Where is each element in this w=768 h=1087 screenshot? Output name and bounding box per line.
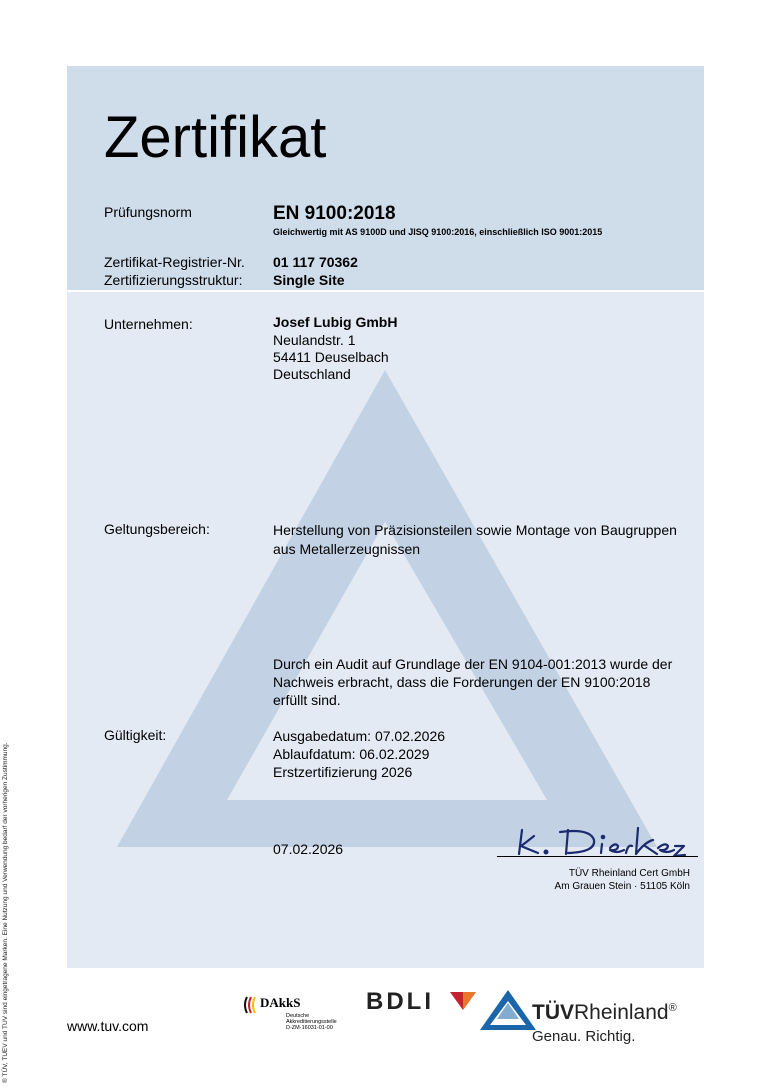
scope-line: aus Metallerzeugnissen [273, 541, 421, 557]
first-certification: Erstzertifizierung 2026 [273, 764, 413, 780]
tuv-brand-rest: Rheinland [574, 1001, 669, 1024]
standard-label: Prüfungsnorm [104, 204, 192, 220]
tuv-triangle-icon [478, 988, 538, 1032]
expiry-date: Ablaufdatum: 06.02.2029 [273, 746, 430, 762]
issuer-address: Am Grauen Stein · 51105 Köln [554, 881, 690, 892]
structure-value: Single Site [273, 272, 345, 288]
website-link[interactable]: www.tuv.com [67, 1018, 149, 1034]
audit-line: erfüllt sind. [273, 692, 341, 708]
standard-name: EN 9100:2018 [273, 203, 396, 224]
address-line: 54411 Deuselbach [273, 349, 389, 365]
registered-mark: ® [668, 1002, 677, 1014]
company-address [273, 332, 389, 383]
trademark-notice: ® TÜV, TUEV und TUV sind eingetragene Marken. Eine Nutzung und Verwendung bedarf der vorherigen Zustimmung. [2, 742, 9, 1083]
issuer-name: TÜV Rheinland Cert GmbH [568, 868, 690, 879]
scope-label: Geltungsbereich: [104, 521, 210, 537]
issue-date: Ausgabedatum: 07.02.2026 [273, 728, 446, 744]
audit-line: Nachweis erbracht, dass die Forderungen der EN 9100:2018 [273, 674, 651, 690]
signature-date: 07.02.2026 [273, 841, 344, 857]
dakks-sub-line: D-ZM-16031-01-00 [286, 1025, 333, 1031]
validity-dates [273, 727, 445, 781]
company-name: Josef Lubig GmbH [273, 314, 398, 330]
registration-value: 01 117 70362 [273, 254, 358, 270]
tuv-tagline: Genau. Richtig. [532, 1028, 636, 1045]
validity-label: Gültigkeit: [104, 727, 167, 743]
audit-line: Durch ein Audit auf Grundlage der EN 9104-001:2013 wurde der [273, 656, 673, 672]
certificate-title: Zertifikat [104, 105, 327, 170]
scope-line: Herstellung von Präzisionsteilen sowie Montage von Baugruppen [273, 522, 677, 538]
bdli-triangle-icon [450, 992, 476, 1010]
bdli-logo [366, 990, 478, 1014]
bdli-wordmark: BDLI [366, 988, 434, 1015]
dakks-sub-line: Akkreditierungsstelle [286, 1019, 337, 1025]
audit-statement [273, 655, 672, 709]
tuv-brand-bold: TÜV [532, 1001, 574, 1024]
scope-text [273, 521, 677, 559]
dakks-flag-icon [244, 996, 258, 1014]
dakks-subtitle [286, 1013, 356, 1031]
address-line: Deutschland [273, 366, 351, 382]
dakks-sub-line: Deutsche [286, 1013, 310, 1019]
company-label: Unternehmen: [104, 316, 193, 332]
address-line: Neulandstr. 1 [273, 332, 356, 348]
signature-line [497, 856, 698, 857]
structure-label: Zertifizierungsstruktur: [104, 272, 243, 288]
dakks-logo [244, 996, 354, 1036]
tuv-wordmark [532, 1001, 677, 1025]
dakks-wordmark: DAkkS [260, 995, 301, 1010]
standard-note: Gleichwertig mit AS 9100D und JISQ 9100:2016, einschließlich ISO 9001:2015 [273, 227, 603, 237]
registration-label: Zertifikat-Registrier-Nr. [104, 254, 245, 270]
